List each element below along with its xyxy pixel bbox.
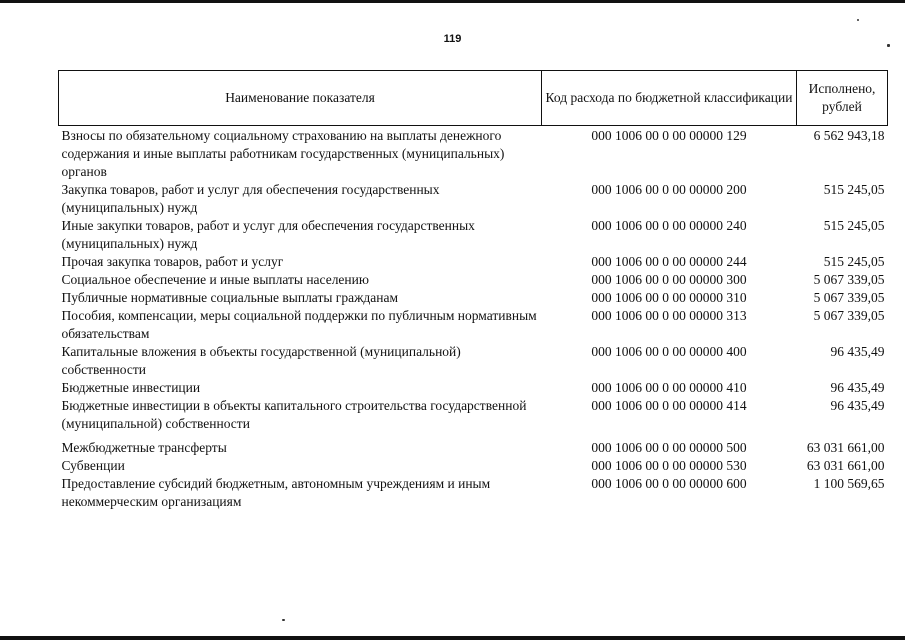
table-row: [59, 343, 888, 379]
scan-speck: [857, 19, 859, 21]
cell-name: Пособия, компенсации, меры социальной поддержки по публичным нормативным обязательствам: [61, 308, 537, 341]
table-row: [59, 475, 888, 511]
cell-sum: 515 245,05: [823, 182, 885, 197]
cell-code: 000 1006 00 0 00 00000 500: [591, 440, 747, 455]
cell-name: Закупка товаров, работ и услуг для обеспечения государственных (муниципальных) нужд: [61, 182, 440, 215]
cell-sum: 515 245,05: [823, 218, 885, 233]
table-row: [59, 397, 888, 433]
cell-name: Бюджетные инвестиции: [61, 380, 201, 395]
cell-sum: 515 245,05: [823, 254, 885, 269]
table-row: [59, 217, 888, 253]
cell-name: Предоставление субсидий бюджетным, автономным учреждениям и иным некоммерческим организациям: [61, 476, 491, 509]
table-row: [59, 457, 888, 475]
cell-sum: 6 562 943,18: [813, 128, 885, 143]
cell-code: 000 1006 00 0 00 00000 244: [591, 254, 747, 269]
cell-code: 000 1006 00 0 00 00000 530: [591, 458, 747, 473]
table-header: [59, 71, 888, 126]
cell-code: 000 1006 00 0 00 00000 300: [591, 272, 747, 287]
cell-sum: 63 031 661,00: [806, 440, 885, 455]
cell-name: Бюджетные инвестиции в объекты капитального строительства государственной (муниципальной) собственности: [61, 398, 527, 431]
cell-code: 000 1006 00 0 00 00000 313: [591, 308, 747, 323]
table-body: [59, 126, 888, 512]
cell-sum: 96 435,49: [830, 398, 885, 413]
cell-name: Субвенции: [61, 458, 125, 473]
cell-sum: 63 031 661,00: [806, 458, 885, 473]
cell-code: 000 1006 00 0 00 00000 129: [591, 128, 747, 143]
cell-name: Публичные нормативные социальные выплаты гражданам: [61, 290, 399, 305]
table-row: [59, 271, 888, 289]
table-header-row: [59, 71, 888, 126]
table-row: [59, 379, 888, 397]
cell-sum: 1 100 569,65: [813, 476, 885, 491]
cell-name: Прочая закупка товаров, работ и услуг: [61, 254, 284, 269]
cell-name: Иные закупки товаров, работ и услуг для обеспечения государственных (муниципальных) нужд: [61, 218, 475, 251]
cell-name: Межбюджетные трансферты: [61, 440, 227, 455]
table-row: [59, 126, 888, 182]
cell-sum: 96 435,49: [830, 344, 885, 359]
cell-sum: 96 435,49: [830, 380, 885, 395]
cell-code: 000 1006 00 0 00 00000 200: [591, 182, 747, 197]
cell-code: 000 1006 00 0 00 00000 414: [591, 398, 747, 413]
column-header-code: Код расхода по бюджетной классификации: [542, 71, 797, 126]
cell-code: 000 1006 00 0 00 00000 240: [591, 218, 747, 233]
page-number: 119: [443, 33, 462, 45]
cell-name: Капитальные вложения в объекты государственной (муниципальной) собственности: [61, 344, 461, 377]
table-row: [59, 181, 888, 217]
top-border-line: [0, 0, 905, 3]
cell-code: 000 1006 00 0 00 00000 400: [591, 344, 747, 359]
column-header-name: Наименование показателя: [59, 71, 542, 126]
table-row: [59, 307, 888, 343]
cell-sum: 5 067 339,05: [813, 290, 885, 305]
cell-name: Социальное обеспечение и иные выплаты населению: [61, 272, 369, 287]
cell-code: 000 1006 00 0 00 00000 410: [591, 380, 747, 395]
table-row: [59, 253, 888, 271]
table-row: [59, 289, 888, 307]
scan-speck: [282, 619, 285, 621]
cell-sum: 5 067 339,05: [813, 272, 885, 287]
column-header-sum: Исполнено, рублей: [797, 71, 888, 126]
cell-code: 000 1006 00 0 00 00000 310: [591, 290, 747, 305]
bottom-border-line: [0, 636, 905, 640]
budget-execution-table: [58, 70, 888, 511]
cell-name: Взносы по обязательному социальному страхованию на выплаты денежного содержания и иные выплаты работникам государственных (муниципальных) органов: [61, 128, 505, 179]
cell-sum: 5 067 339,05: [813, 308, 885, 323]
table-row: [59, 433, 888, 457]
cell-code: 000 1006 00 0 00 00000 600: [591, 476, 747, 491]
